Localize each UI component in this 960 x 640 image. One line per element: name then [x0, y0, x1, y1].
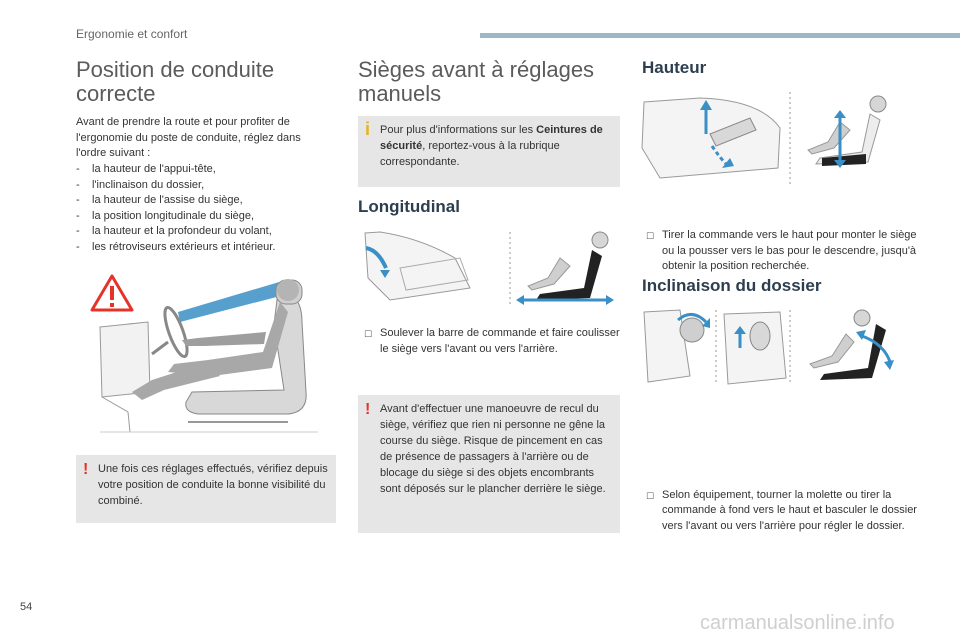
warning-text: Une fois ces réglages effectués, vérifiez depuis votre position de conduite la bonne visibilité du combiné.: [98, 463, 328, 507]
warning-note-seat-recoil: [358, 395, 620, 533]
instruction-text: Tirer la commande vers le haut pour monter le siège ou la pousser vers le bas pour le descendre, jusqu'à obtenir la position recherchée.: [662, 229, 917, 272]
watermark: carmanualsonline.info: [700, 612, 895, 634]
list-item: - l'inclinaison du dossier,: [76, 178, 331, 194]
warning-exclamation-icon: !: [83, 461, 89, 478]
adjust-order-list: [76, 162, 331, 255]
page-number: 54: [20, 601, 33, 613]
backrest-illustration: [640, 306, 895, 388]
longitudinal-illustration: [360, 228, 615, 308]
list-item: - les rétroviseurs extérieurs et intérieur.: [76, 240, 331, 256]
height-illustration: [640, 88, 895, 188]
longitudinal-title: Longitudinal: [358, 197, 460, 216]
list-item: - la position longitudinale du siège,: [76, 209, 331, 225]
col1-title: Position de conduite correcte: [76, 57, 275, 106]
instruction-text: Soulever la barre de commande et faire coulisser le siège vers l'avant ou vers l'arrière.: [380, 327, 620, 355]
driving-position-illustration: [88, 272, 328, 437]
warning-text: Avant d'effectuer une manoeuvre de recul du siège, vérifiez que rien ni personne ne gêne la course du siège. Risque de pincement en cas de présence de passagers à l'arrière ou de blocage du siège si des objets encombrants sont déposés sur le plancher derrière le siège.: [380, 403, 606, 495]
col1-intro: Avant de prendre la route et pour profiter de l'ergonomie du poste de conduite, réglez dans l'ordre suivant :: [76, 116, 301, 159]
checkbox-bullet-icon: ☐: [646, 490, 655, 501]
list-item: - la hauteur de l'assise du siège,: [76, 193, 331, 209]
info-text-post: , reportez-vous à la rubrique correspondante.: [380, 140, 560, 168]
col2-title: Sièges avant à réglages manuels: [358, 57, 595, 106]
backrest-instruction: [646, 488, 917, 535]
section-label: Ergonomie et confort: [76, 27, 188, 41]
height-instruction: [646, 228, 917, 275]
instruction-text: Selon équipement, tourner la molette ou tirer la commande à fond vers le haut et basculer le dossier vers l'avant ou vers l'arrière pour régler le dossier.: [662, 488, 917, 532]
checkbox-bullet-icon: ☐: [364, 329, 373, 339]
longitudinal-instruction: [364, 326, 625, 357]
info-note-seatbelts: [358, 116, 620, 187]
warning-exclamation-icon: !: [365, 401, 371, 418]
height-title: Hauteur: [642, 58, 707, 77]
checkbox-bullet-icon: ☐: [646, 231, 655, 241]
info-text-link: Ceintures de sécurité: [380, 124, 603, 152]
header-bar: [480, 33, 960, 38]
info-text-pre: Pour plus d'informations sur les: [380, 124, 537, 136]
warning-note-visibility: [76, 455, 336, 523]
list-item: - la hauteur et la profondeur du volant,: [76, 224, 331, 240]
warning-triangle-icon: [92, 276, 132, 310]
backrest-title: Inclinaison du dossier: [642, 276, 822, 295]
list-item: - la hauteur de l'appui-tête,: [76, 162, 331, 178]
info-icon: i: [365, 119, 371, 139]
